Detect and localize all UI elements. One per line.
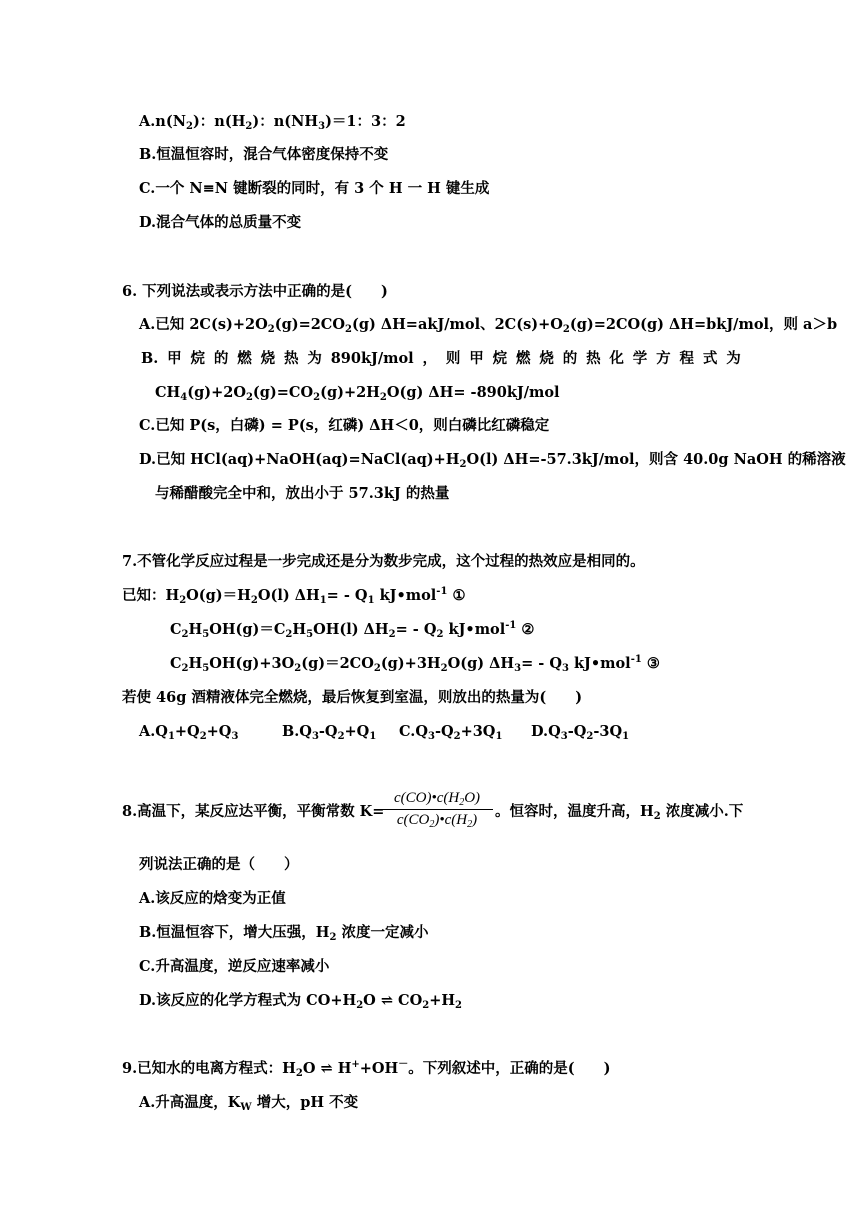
q6-option-b-token: 的 xyxy=(562,350,578,367)
q6-option-b-token: 的 xyxy=(213,350,229,367)
q6-option-b-token: 烧 xyxy=(260,350,276,367)
q6-option-b-token: 程 xyxy=(679,350,694,367)
q6-option-b-token: 方 xyxy=(656,350,671,367)
q6-stem: 6. 下列说法或表示方法中正确的是( ) xyxy=(122,283,388,300)
q8-option-c: C.升高温度，逆反应速率减小 xyxy=(139,958,330,975)
q8-option-d: D.该反应的化学方程式为 $CO+H_2O$ ⇌ $CO_2+H_2$ xyxy=(139,992,463,1011)
equilibrium-constant-fraction xyxy=(381,790,493,829)
q6-option-b-token: 为 xyxy=(726,350,741,367)
q6-option-b-token: 学 xyxy=(632,350,648,367)
q9-stem: 9.已知水的电离方程式：$H_2O$ ⇌ H++OH－。下列叙述中，正确的是( ) xyxy=(122,1059,611,1079)
q7-stem: 7.不管化学反应过程是一步完成还是分为数步完成，这个过程的热效应是相同的。 xyxy=(122,553,645,570)
q7-option-a: $A.Q_1+Q_2+Q_3$ xyxy=(139,723,239,742)
q6-option-b-token: 甲 xyxy=(167,350,182,367)
q7-equation-3: $C_2H_5OH(g)+3O_2(g)=2CO_2(g)+3H_2O(g)$ $\Delta H_3= - Q_3$ kJ•mol$^{-1}$ ③ xyxy=(170,654,660,674)
q8-option-a: A.该反应的焓变为正值 xyxy=(139,890,286,907)
q6-option-b-token: 甲 xyxy=(469,350,484,367)
q6-option-b-token: 化 xyxy=(609,350,624,367)
q9-option-a: A.升高温度，$K_W$ 增大，pH 不变 xyxy=(139,1094,359,1113)
fraction-denominator: $c(CO_2)•c(H_2)$ xyxy=(396,812,478,830)
fraction-numerator: $c(CO)•c(H_2O)$ xyxy=(393,790,481,808)
q7-equation-2: $C_2H_5OH(g)=C_2H_5OH(l)$ $\Delta H_2= - Q_2$ kJ•mol$^{-1}$ ② xyxy=(170,620,535,640)
q7-option-c: $C.Q_3-Q_2+3Q_1$ xyxy=(399,723,503,742)
q5-option-c: C.一个 N≡N 键断裂的同时，有 3 个 H 一 H 键生成 xyxy=(139,180,490,197)
q8-stem-pre: 8.高温下，某反应达平衡，平衡常数 K= xyxy=(122,803,385,820)
q6-option-b-line1 xyxy=(141,349,741,369)
q8-option-b: B.恒温恒容下，增大压强，$H_2$ 浓度一定减小 xyxy=(139,924,429,943)
q6-option-b-token: 热 xyxy=(283,350,299,367)
q6-option-b-token: 式 xyxy=(702,350,718,367)
q6-option-d-line2: 与稀醋酸完全中和，放出小于 57.3kJ 的热量 xyxy=(155,485,450,502)
q5-option-a: $A.n(N_2)$：$n(H_2)$：$n(NH_3)=1$：3：2 xyxy=(139,113,406,132)
q6-option-b-line2: $CH_4(g)+2O_2(g)=CO_2(g)+2H_2O(g)$ ΔH= -890kJ/mol xyxy=(155,384,560,403)
q7-option-d: $D.Q_3-Q_2-3Q_1$ xyxy=(531,723,630,742)
q6-option-b-token: 烷 xyxy=(492,350,508,367)
q5-option-d: D.混合气体的总质量不变 xyxy=(139,214,302,231)
q6-option-b-token: 为 xyxy=(307,350,322,367)
q6-option-b-token: ， xyxy=(422,350,438,367)
fraction-bar xyxy=(381,809,493,810)
q6-option-b-token: 烧 xyxy=(539,350,554,367)
q8-stem-line2: 列说法正确的是（ ） xyxy=(139,856,299,873)
q6-option-b-token: 则 xyxy=(445,350,461,367)
q6-option-c: C.已知 P(s，白磷) = P(s，红磷) ΔH＜0，则白磷比红磷稳定 xyxy=(139,417,550,434)
q6-option-b-token: B. xyxy=(141,350,159,367)
q6-option-a: A.已知 $2C(s)+2O_2(g)=2CO_2(g)$ ΔH=akJ/mol、$2C(s)+O_2(g)=2CO(g)$ ΔH=bkJ/mol，则 a＞b xyxy=(139,316,838,335)
q6-option-b-token: 890kJ/mol xyxy=(330,350,414,367)
q6-option-b-token: 燃 xyxy=(515,350,531,367)
q7-option-b: $B.Q_3-Q_2+Q_1$ xyxy=(282,723,377,742)
q6-option-d-line1: D.已知 $HCl(aq)+NaOH(aq)=NaCl(aq)+H_2O(l)$ ΔH=-57.3kJ/mol，则含 40.0g NaOH 的稀溶液 xyxy=(139,451,846,470)
q6-option-b-token: 烷 xyxy=(190,350,206,367)
q8-stem-post: 。恒容时，温度升高，$H_2$ 浓度减小.下 xyxy=(495,803,744,822)
q6-option-b-token: 燃 xyxy=(237,350,252,367)
q7-question: 若使 46g 酒精液体完全燃烧，最后恢复到室温，则放出的热量为( ) xyxy=(122,689,583,706)
q5-option-b: B.恒温恒容时，混合气体密度保持不变 xyxy=(139,146,389,163)
q6-option-b-token: 热 xyxy=(586,350,601,367)
q7-equation-1: 已知：$H_2O(g)=H_2O(l)$ $\Delta H_1= - Q_1$ kJ•mol$^{-1}$ ① xyxy=(122,586,466,606)
